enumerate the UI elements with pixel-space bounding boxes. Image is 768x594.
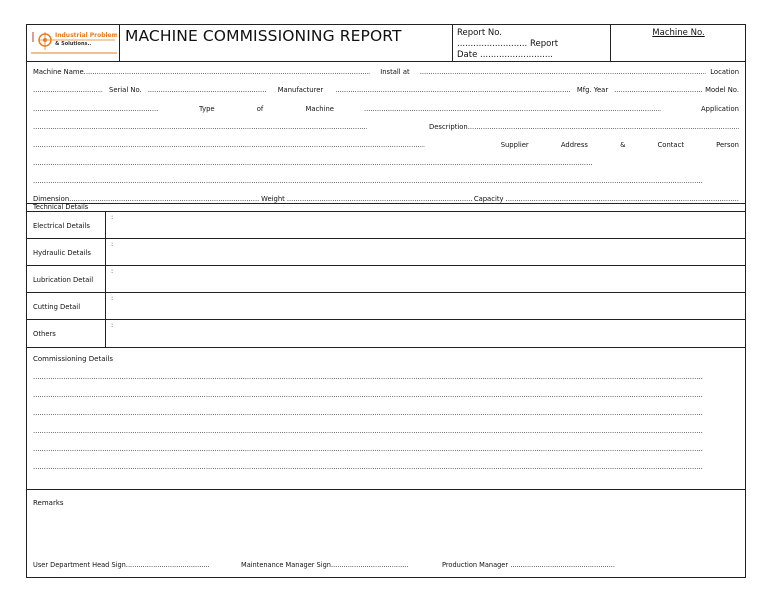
- tech-row-lubrication: Lubrication Detail: [33, 276, 94, 284]
- user-dept-head-sign: User Department Head Sign........................................: [33, 561, 210, 569]
- production-manager-sign: Production Manager ..................................................: [442, 561, 615, 569]
- tech-row-electrical: Electrical Details: [33, 222, 90, 230]
- location-label: Location: [710, 68, 739, 76]
- supplier-label: Supplier Address & Contact Person: [500, 141, 739, 149]
- tech-row-hydraulic: Hydraulic Details: [33, 249, 91, 257]
- maintenance-manager-sign: Maintenance Manager Sign.....................................: [241, 561, 409, 569]
- logo-text-line1: Industrial Problems: [55, 32, 117, 39]
- company-logo: [31, 28, 117, 54]
- report-info-block: Report No. .......................... Report Date ...........................: [457, 28, 559, 60]
- machine-name-line: [33, 68, 739, 76]
- application-label: Application: [701, 105, 739, 113]
- report-header: [27, 25, 745, 62]
- technical-details-heading: Technical Details: [33, 203, 89, 211]
- description-label: Description: [429, 123, 468, 131]
- dimension-line: [33, 195, 739, 203]
- remarks-heading: Remarks: [33, 499, 64, 507]
- machine-name-label: Machine Name: [33, 68, 84, 76]
- report-label: Report: [529, 39, 559, 49]
- machine-no-label: Machine No.: [652, 28, 705, 38]
- description-line: [33, 123, 739, 131]
- date-label: Date: [457, 50, 478, 60]
- manufacturer-label: Manufacturer: [277, 86, 324, 94]
- serial-no-label: Serial No.: [109, 86, 142, 94]
- model-no-label: Model No.: [705, 86, 739, 94]
- supplier-line: [33, 141, 739, 149]
- dimension-label: Dimension: [33, 195, 70, 203]
- tech-row-others: Others: [33, 330, 56, 338]
- tech-row-cutting: Cutting Detail: [33, 303, 81, 311]
- logo-gear-icon: [31, 28, 117, 54]
- commissioning-details-heading: Commissioning Details: [33, 355, 114, 363]
- install-at-label: Install at: [380, 68, 410, 76]
- mfg-year-label: Mfg. Year: [576, 86, 609, 94]
- logo-text-line2: & Solutions..: [55, 41, 92, 47]
- type-line: [33, 105, 739, 113]
- capacity-label: Capacity: [473, 195, 504, 203]
- serial-line: [33, 86, 739, 94]
- commissioning-report-form: Industrial Problems & Solutions.. MACHINE COMMISSIONING REPORT Report No. .......................... Report Date ........................... Machine No. Machine Name ..... Install at ..... Location ..... Serial No. ..... Manufacturer ..... Mfg. Year ..... Model No. ..... Type of Machine ..... Application ..... Description ..... ..... Supplier Address & Contact Person ..... ..... Dimension ..... Weight ..... Capacity ..... Technical Details Electrical Details : Hydraulic Details : Lubrication Detail : Cutting Detail : Others : Commissioning Details ..... ..... ..... ..... ..... ..... Remarks User Department Head Sign........................................ Maintenance Manager Sign..................................... Production Manager ..................................................: [26, 24, 746, 578]
- page-title: MACHINE COMMISSIONING REPORT: [125, 27, 402, 45]
- type-of-machine-label: Type of Machine: [199, 105, 334, 113]
- report-no-label: Report No.: [457, 28, 502, 38]
- weight-label: Weight: [261, 195, 285, 203]
